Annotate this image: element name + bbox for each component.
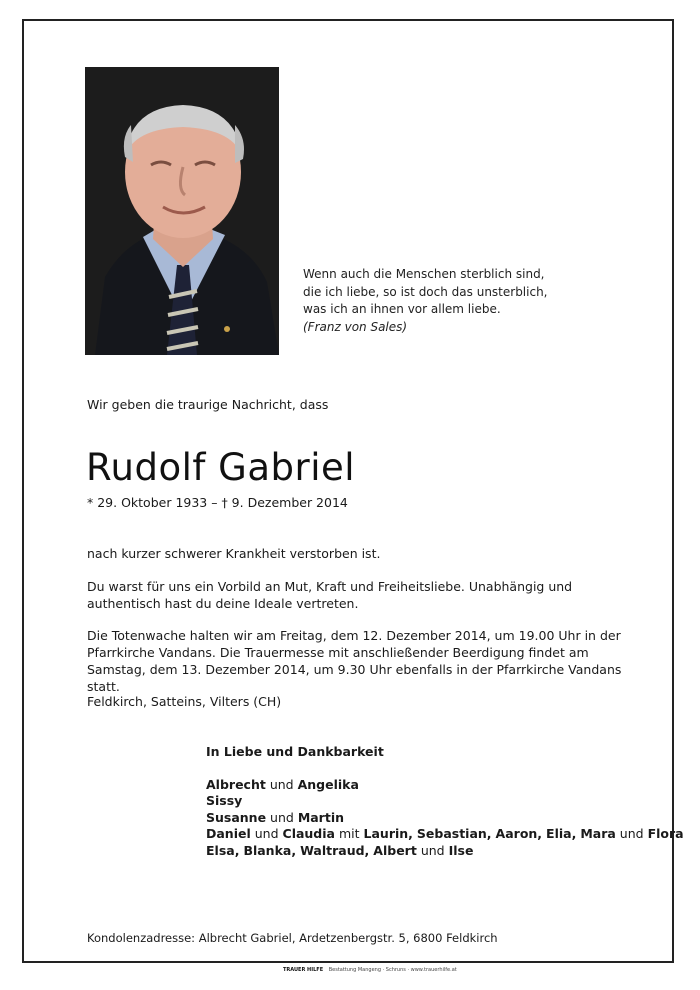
life-dates: * 29. Oktober 1933 – † 9. Dezember 2014 bbox=[87, 495, 348, 510]
family-name: Ilse bbox=[448, 842, 474, 858]
conjunction: und bbox=[269, 776, 294, 792]
quote-author: (Franz von Sales) bbox=[303, 319, 408, 334]
condolence-address: Kondolenzadresse: Albrecht Gabriel, Ardetzenbergstr. 5, 6800 Feldkirch bbox=[87, 931, 498, 945]
family-name: Albrecht bbox=[206, 776, 266, 792]
quote-line: was ich an ihnen vor allem liebe. bbox=[303, 302, 501, 316]
family-name: Albert bbox=[373, 842, 417, 858]
conjunction: mit bbox=[338, 826, 360, 841]
paragraph-funeral-details: Die Totenwache halten wir am Freitag, dem 12. Dezember 2014, um 19.00 Uhr in der Pfarrkirche Vandans. Die Trauermesse mit anschließender Beerdigung findet am Samstag, dem 13. Dezember 2014, um 9.30 Uhr ebenfalls in der Pfarrkirche Vandans statt. bbox=[87, 628, 622, 694]
portrait-photo bbox=[85, 67, 279, 355]
intro-text: Wir geben die traurige Nachricht, dass bbox=[87, 397, 329, 412]
publisher-brand: TRAUER HILFE bbox=[283, 967, 324, 973]
paragraph-locations: Feldkirch, Satteins, Vilters (CH) bbox=[87, 694, 282, 709]
paragraph-death: nach kurzer schwerer Krankheit verstorben ist. bbox=[87, 546, 381, 561]
quote-line: die ich liebe, so ist doch das unsterblich, bbox=[303, 284, 548, 299]
family-name: Susanne bbox=[206, 809, 267, 825]
family-name: Elsa, bbox=[206, 842, 240, 858]
family-name: Aaron, bbox=[495, 826, 543, 841]
family-row bbox=[206, 826, 684, 843]
family-heading: In Liebe und Dankbarkeit bbox=[206, 744, 384, 759]
publisher-text: Bestattung Mangeng · Schruns · www.trauerhilfe.at bbox=[328, 967, 457, 973]
family-row bbox=[206, 810, 684, 827]
conjunction: und bbox=[619, 826, 644, 841]
family-row bbox=[206, 843, 684, 860]
quote-line: Wenn auch die Menschen sterblich sind, bbox=[303, 267, 545, 281]
conjunction: und bbox=[254, 826, 279, 841]
family-name: Angelika bbox=[297, 776, 359, 792]
family-name: Blanka, bbox=[243, 842, 297, 858]
family-name: Waltraud, bbox=[300, 842, 370, 858]
family-name: Daniel bbox=[206, 826, 251, 841]
family-row bbox=[206, 793, 684, 810]
family-name: Claudia bbox=[282, 826, 335, 841]
family-name: Laurin, bbox=[363, 826, 413, 841]
family-name: Elia, bbox=[546, 826, 577, 841]
family-name: Flora bbox=[647, 826, 684, 841]
family-name: Martin bbox=[297, 809, 345, 825]
family-signatures bbox=[206, 744, 684, 859]
family-row bbox=[206, 777, 684, 794]
publisher-footer bbox=[283, 967, 457, 973]
family-name: Sebastian, bbox=[416, 826, 492, 841]
paragraph-tribute: Du warst für uns ein Vorbild an Mut, Kraft und Freiheitsliebe. Unabhängig und authentisch hast du deine Ideale vertreten. bbox=[87, 579, 573, 611]
conjunction: und bbox=[420, 842, 445, 858]
family-name: Mara bbox=[580, 826, 616, 841]
conjunction: und bbox=[270, 809, 294, 825]
family-name: Sissy bbox=[206, 793, 243, 808]
deceased-name: Rudolf Gabriel bbox=[86, 446, 356, 489]
memorial-quote bbox=[303, 266, 548, 336]
